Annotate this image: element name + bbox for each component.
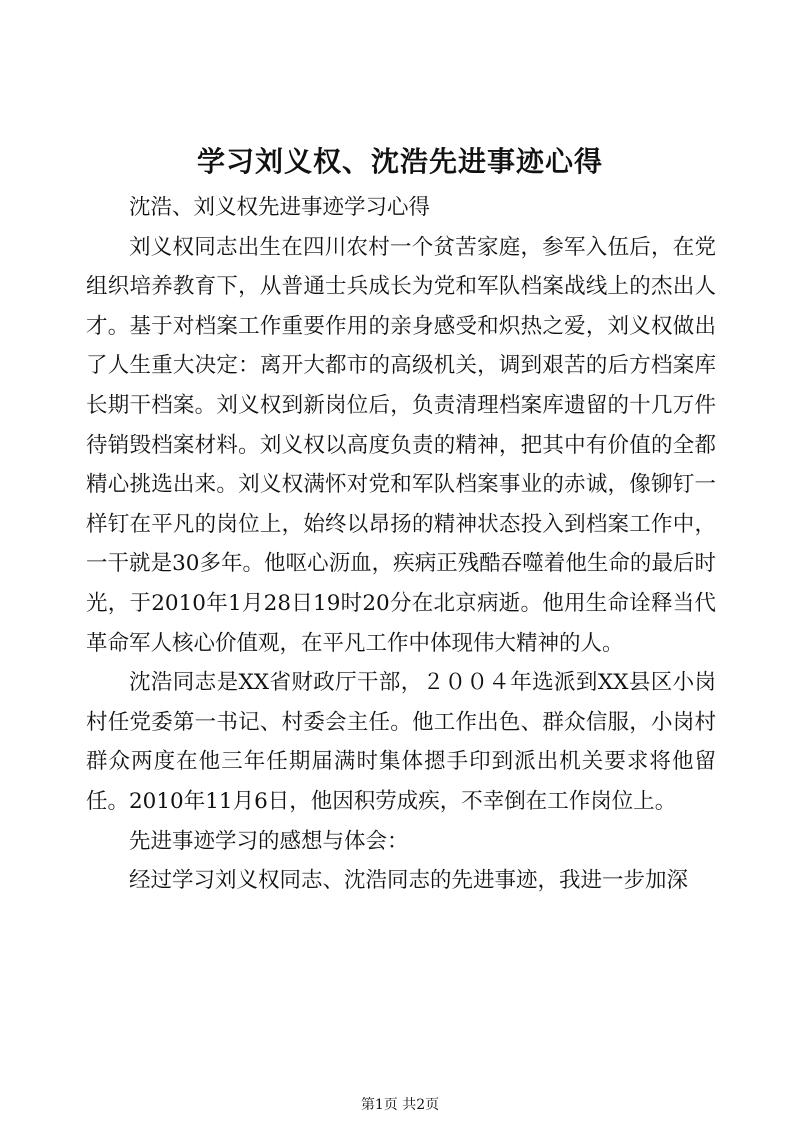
paragraph-reflection-heading: 先进事迹学习的感想与体会： — [129, 828, 409, 854]
page-footer: 第1页 共2页 — [360, 1097, 440, 1113]
paragraph-shen-hao: 沈浩同志是XX省财政厅干部，２００４年选派到XX县区小岗村任党委第一书记、村委会主任。他工作出色、群众信服，小岗村群众两度在他三年任期届满时集体摁手印到派出机关要求将他留任。2010年11月6日，他因积劳成疾，不幸倒在工作岗位上。 — [86, 670, 716, 814]
paragraph-liu-yiquan: 刘义权同志出生在四川农村一个贫苦家庭，参军入伍后，在党组织培养教育下，从普通士兵成长为党和军队档案战线上的杰出人才。基于对档案工作重要作用的亲身感受和炽热之爱，刘义权做出了人生重大决定：离开大都市的高级机关，调到艰苦的后方档案库长期干档案。刘义权到新岗位后，负责清理档案库遗留的十几万件待销毁档案材料。刘义权以高度负责的精神，把其中有价值的全都精心挑选出来。刘义权满怀对党和军队档案事业的赤诚，像铆钉一样钉在平凡的岗位上，始终以昂扬的精神状态投入到档案工作中，一干就是30多年。他呕心沥血，疾病正残酷吞噬着他生命的最后时光，于2010年1月28日19时20分在北京病逝。他用生命诠释当代革命军人核心价值观，在平凡工作中体现伟大精神的人。 — [86, 234, 716, 656]
document-title: 学习刘义权、沈浩先进事迹心得 — [196, 145, 603, 178]
document-body — [86, 188, 716, 901]
paragraph-reflection-start: 经过学习刘义权同志、沈浩同志的先进事迹，我进一步加深 — [129, 868, 689, 894]
paragraph-subtitle: 沈浩、刘义权先进事迹学习心得 — [129, 195, 431, 220]
